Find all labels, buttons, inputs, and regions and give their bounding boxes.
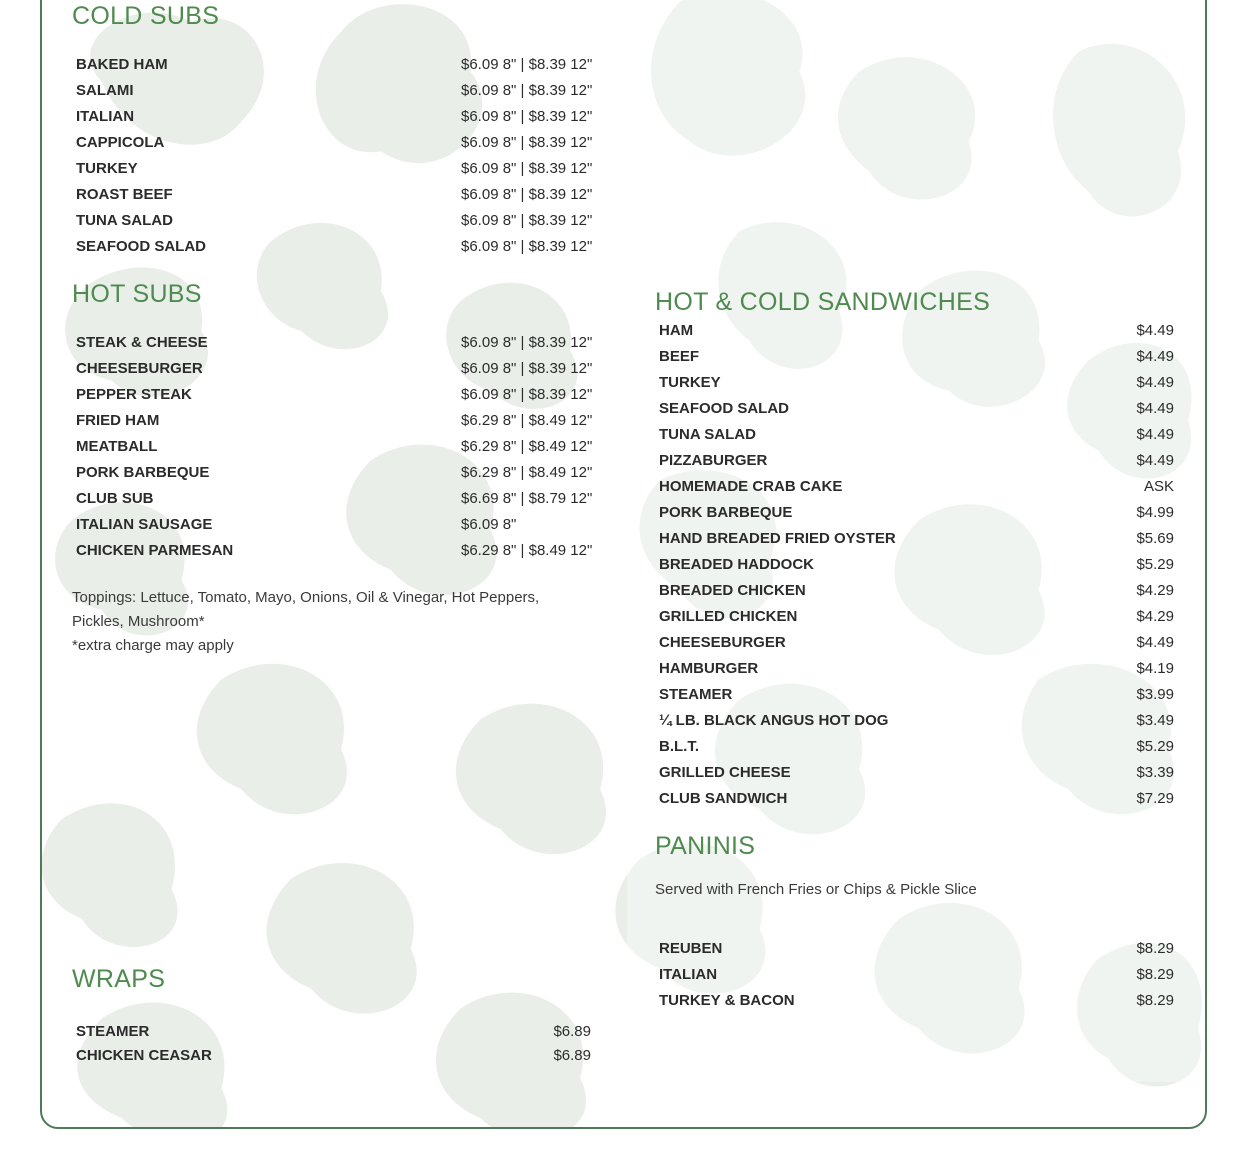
menu-item: [76, 51, 591, 77]
menu-item: [659, 961, 1174, 987]
item-name: SEAFOOD SALAD: [659, 399, 790, 417]
item-price: $6.89: [553, 1022, 591, 1040]
item-price: $4.29: [1136, 607, 1174, 625]
item-name: STEAK & CHEESE: [76, 333, 208, 351]
item-price: $6.09 8" | $8.39 12": [461, 211, 593, 229]
item-price: $4.49: [1136, 399, 1174, 417]
item-price: $6.09 8": [461, 515, 517, 533]
wraps-list: [76, 1019, 591, 1067]
item-price: $6.29 8" | $8.49 12": [461, 463, 593, 481]
item-name: B.L.T.: [659, 737, 699, 755]
item-price: $5.69: [1136, 529, 1174, 547]
menu-item: [659, 395, 1174, 421]
menu-item: [76, 485, 591, 511]
menu-item: [76, 381, 591, 407]
menu-item: [76, 233, 591, 259]
extra-charge-note: *extra charge may apply: [72, 637, 234, 654]
item-price: ASK: [1143, 477, 1174, 495]
item-name: TURKEY & BACON: [659, 991, 795, 1009]
menu-item: [76, 459, 591, 485]
item-name: TURKEY: [76, 159, 138, 177]
item-price: $6.09 8" | $8.39 12": [461, 385, 593, 403]
item-name: BEEF: [659, 347, 700, 365]
item-price: $6.09 8" | $8.39 12": [461, 107, 593, 125]
menu-item: [659, 551, 1174, 577]
menu-item: [76, 407, 591, 433]
menu-item: [659, 759, 1174, 785]
item-price: $6.29 8" | $8.49 12": [461, 541, 593, 559]
sandwiches-title: HOT & COLD SANDWICHES: [655, 288, 991, 316]
item-name: HAMBURGER: [659, 659, 759, 677]
menu-item: [659, 447, 1174, 473]
menu-item: [76, 77, 591, 103]
item-price: $6.29 8" | $8.49 12": [461, 411, 593, 429]
item-name: TUNA SALAD: [76, 211, 173, 229]
menu-item: [659, 473, 1174, 499]
item-price: $6.69 8" | $8.79 12": [461, 489, 593, 507]
wraps-title: WRAPS: [72, 965, 166, 993]
item-price: $4.29: [1136, 581, 1174, 599]
menu-item: [76, 1019, 591, 1043]
menu-item: [76, 207, 591, 233]
menu-item: [76, 433, 591, 459]
menu-item: [659, 343, 1174, 369]
item-price: $6.09 8" | $8.39 12": [461, 237, 593, 255]
item-name: ITALIAN: [659, 965, 718, 983]
item-name: ITALIAN: [76, 107, 135, 125]
item-price: $6.09 8" | $8.39 12": [461, 81, 593, 99]
item-name: SEAFOOD SALAD: [76, 237, 207, 255]
item-price: $8.29: [1136, 939, 1174, 957]
menu-item: [76, 155, 591, 181]
menu-item: [659, 987, 1174, 1013]
item-name: PORK BARBEQUE: [659, 503, 793, 521]
item-price: $3.49: [1136, 711, 1174, 729]
menu-item: [659, 707, 1174, 733]
item-name: ROAST BEEF: [76, 185, 173, 203]
cold-subs-title: COLD SUBS: [72, 2, 220, 30]
item-price: $3.39: [1136, 763, 1174, 781]
item-price: $5.29: [1136, 737, 1174, 755]
item-name: PORK BARBEQUE: [76, 463, 210, 481]
item-price: $5.29: [1136, 555, 1174, 573]
item-price: $4.49: [1136, 373, 1174, 391]
item-price: $6.09 8" | $8.39 12": [461, 359, 593, 377]
item-name: GRILLED CHICKEN: [659, 607, 798, 625]
item-price: $7.29: [1136, 789, 1174, 807]
menu-item: [659, 369, 1174, 395]
menu-item: [659, 421, 1174, 447]
item-name: TUNA SALAD: [659, 425, 756, 443]
hot-subs-list: [76, 329, 591, 563]
item-name: BREADED CHICKEN: [659, 581, 806, 599]
menu-item: [76, 329, 591, 355]
menu-item: [659, 499, 1174, 525]
menu-item: [659, 525, 1174, 551]
item-name: CHEESEBURGER: [659, 633, 786, 651]
item-name: ¼ LB. BLACK ANGUS HOT DOG: [659, 711, 889, 729]
item-name: HAM: [659, 321, 694, 339]
item-price: $6.09 8" | $8.39 12": [461, 159, 593, 177]
item-name: SALAMI: [76, 81, 134, 99]
item-name: ITALIAN SAUSAGE: [76, 515, 213, 533]
item-name: MEATBALL: [76, 437, 158, 455]
item-name: HOMEMADE CRAB CAKE: [659, 477, 843, 495]
item-name: BAKED HAM: [76, 55, 168, 73]
menu-item: [659, 935, 1174, 961]
item-name: CLUB SANDWICH: [659, 789, 788, 807]
item-price: $4.49: [1136, 321, 1174, 339]
item-name: GRILLED CHEESE: [659, 763, 791, 781]
item-price: $4.49: [1136, 633, 1174, 651]
item-name: CAPPICOLA: [76, 133, 165, 151]
item-name: REUBEN: [659, 939, 723, 957]
item-name: PIZZABURGER: [659, 451, 768, 469]
item-price: $6.09 8" | $8.39 12": [461, 133, 593, 151]
menu-item: [659, 655, 1174, 681]
menu-item: [76, 129, 591, 155]
menu-item: [659, 317, 1174, 343]
menu-item: [659, 603, 1174, 629]
menu-item: [76, 355, 591, 381]
paninis-title: PANINIS: [655, 832, 756, 860]
item-price: $4.19: [1136, 659, 1174, 677]
menu-item: [76, 537, 591, 563]
item-price: $6.09 8" | $8.39 12": [461, 333, 593, 351]
item-price: $3.99: [1136, 685, 1174, 703]
item-price: $4.49: [1136, 425, 1174, 443]
item-price: $8.29: [1136, 991, 1174, 1009]
menu-item: [76, 181, 591, 207]
item-price: $8.29: [1136, 965, 1174, 983]
toppings-note: Toppings: Lettuce, Tomato, Mayo, Onions, Oil & Vinegar, Hot Peppers, Pickles, Mushroom*: [72, 589, 540, 630]
item-name: BREADED HADDOCK: [659, 555, 815, 573]
item-price: $6.89: [553, 1046, 591, 1064]
item-price: $6.09 8" | $8.39 12": [461, 55, 593, 73]
menu-item: [659, 577, 1174, 603]
item-price: $4.99: [1136, 503, 1174, 521]
item-name: CHICKEN PARMESAN: [76, 541, 234, 559]
hot-subs-title: HOT SUBS: [72, 280, 202, 308]
item-name: CLUB SUB: [76, 489, 154, 507]
menu-item: [76, 103, 591, 129]
menu-item: [659, 733, 1174, 759]
menu-item: [76, 1043, 591, 1067]
item-name: CHICKEN CEASAR: [76, 1046, 212, 1064]
item-price: $4.49: [1136, 347, 1174, 365]
item-name: CHEESEBURGER: [76, 359, 203, 377]
item-name: PEPPER STEAK: [76, 385, 192, 403]
item-price: $6.29 8" | $8.49 12": [461, 437, 593, 455]
cold-subs-list: [76, 51, 591, 259]
paninis-subtitle: Served with French Fries or Chips & Pickle Slice: [655, 881, 977, 898]
item-name: STEAMER: [76, 1022, 150, 1040]
item-name: FRIED HAM: [76, 411, 160, 429]
item-name: TURKEY: [659, 373, 721, 391]
item-price: $4.49: [1136, 451, 1174, 469]
sandwiches-list: [659, 317, 1174, 811]
menu-item: [659, 785, 1174, 811]
item-price: $6.09 8" | $8.39 12": [461, 185, 593, 203]
paninis-list: [659, 935, 1174, 1013]
item-name: HAND BREADED FRIED OYSTER: [659, 529, 896, 547]
item-name: STEAMER: [659, 685, 733, 703]
menu-item: [659, 629, 1174, 655]
menu-item: [659, 681, 1174, 707]
menu-item: [76, 511, 591, 537]
